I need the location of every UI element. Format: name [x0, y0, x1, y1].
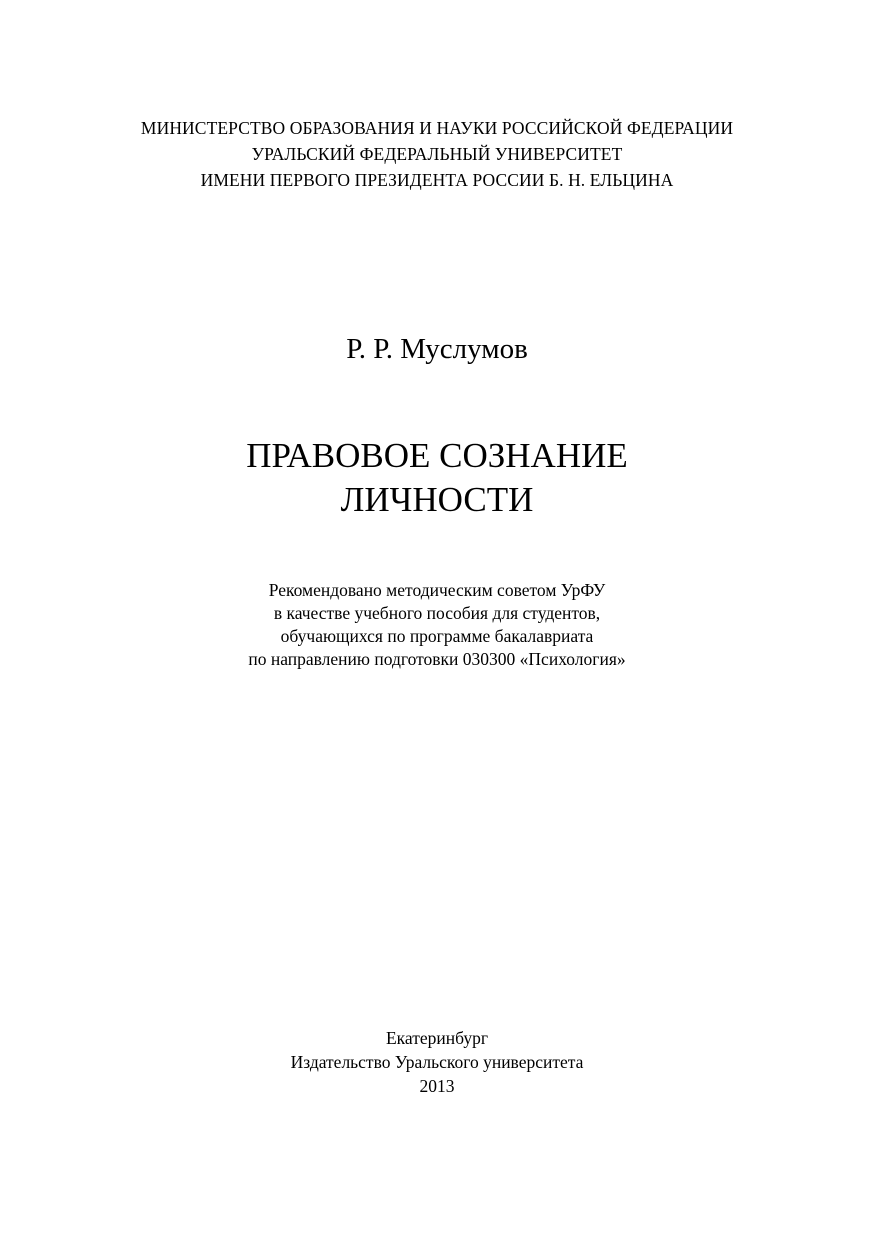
imprint-year: 2013: [419, 1076, 455, 1096]
ministry-line: МИНИСТЕРСТВО ОБРАЗОВАНИЯ И НАУКИ РОССИЙСКОЙ ФЕДЕРАЦИИ: [140, 118, 734, 138]
recommendation-line-4: по направлению подготовки 030300 «Психология»: [248, 649, 626, 669]
recommendation-note: [0, 579, 874, 671]
author-block: [0, 329, 874, 369]
title-line-1: ПРАВОВОЕ СОЗНАНИЕ: [246, 436, 628, 475]
recommendation-line-1: Рекомендовано методическим советом УрФУ: [268, 580, 606, 600]
author-name: Р. Р. Муслумов: [346, 333, 528, 365]
title-line-2: ЛИЧНОСТИ: [340, 480, 534, 519]
imprint-publisher: Издательство Уральского университета: [290, 1052, 584, 1072]
book-title: [0, 434, 874, 522]
recommendation-line-3: обучающихся по программе бакалавриата: [280, 626, 594, 646]
institution-header: [0, 115, 874, 193]
imprint-city: Екатеринбург: [385, 1028, 489, 1048]
university-line: УРАЛЬСКИЙ ФЕДЕРАЛЬНЫЙ УНИВЕРСИТЕТ: [251, 144, 623, 164]
university-name-line: ИМЕНИ ПЕРВОГО ПРЕЗИДЕНТА РОССИИ Б. Н. ЕЛЬЦИНА: [200, 170, 674, 190]
imprint: [0, 1026, 874, 1098]
recommendation-line-2: в качестве учебного пособия для студентов,: [273, 603, 601, 623]
